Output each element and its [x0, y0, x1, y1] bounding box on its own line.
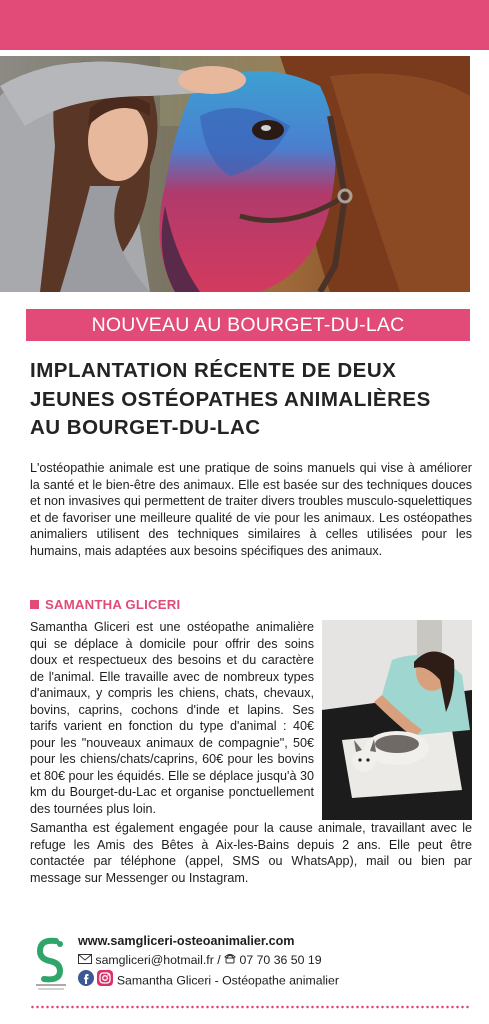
article-headline	[30, 357, 470, 443]
section-heading	[30, 597, 180, 612]
social-handle[interactable]: Samantha Gliceri - Ostéopathe animalier	[116, 973, 339, 988]
phone-icon	[224, 951, 236, 970]
dotted-divider	[30, 1005, 470, 1009]
instagram-icon[interactable]	[97, 970, 113, 992]
headline-line-3: AU BOURGET-DU-LAC	[30, 416, 261, 439]
headline-line-2: JEUNES OSTÉOPATHES ANIMALIÈRES	[30, 387, 431, 411]
contact-footer	[30, 932, 470, 992]
brand-logo	[30, 937, 72, 993]
facebook-icon[interactable]	[78, 970, 94, 992]
section-heading-label: SAMANTHA GLICERI	[45, 597, 181, 612]
bio-paragraph-1: Samantha Gliceri est une ostéopathe animalière qui se déplace à domicile pour offrir des soins doux et respectueux des besoins et du caractère de l'animal. Elle travaille avec de nombreux types d'animaux, y compris les chiens, chats, chevaux, bovins, caprins, cochons d'inde et lapins. Ses tarifs varient en fonction du type d'animal : 40€ pour les "nouveaux animaux de compagnie", 50€ pour les chiens/chats/caprins, 60€ pour les bovins et 80€ pour les équidés. Elle se déplace jusqu'à 30 km du Bourget-du-Lac et organise ponctuellement des tournées plus loin.	[30, 620, 314, 816]
headline-line-1: IMPLANTATION RÉCENTE DE DEUX	[30, 359, 397, 382]
phone-number[interactable]: 07 70 36 50 19	[239, 953, 322, 967]
bio-block	[30, 619, 472, 889]
top-color-band	[0, 0, 489, 50]
email-phone-line	[78, 951, 339, 970]
section-banner	[26, 309, 470, 341]
contact-details	[78, 932, 339, 992]
bio-photo	[322, 620, 472, 820]
social-line	[78, 970, 339, 992]
square-bullet-icon	[30, 600, 39, 609]
hero-illustration	[0, 56, 470, 292]
banner-label: NOUVEAU AU BOURGET-DU-LAC	[91, 314, 405, 336]
intro-paragraph: L'ostéopathie animale est une pratique de soins manuels qui vise à améliorer la santé et le bien-être des animaux. Elle est basée sur des techniques douces et non invasives qui permettent de traiter divers troubles musculo-squelettiques et de favoriser une meilleure qualité de vie pour les animaux. Les ostéopathes animaliers utilisent des techniques similaires à celles utilisées pour les humains, mais adaptées aux besoins spécifiques des animaux.	[30, 461, 472, 558]
contact-separator: /	[213, 953, 225, 967]
envelope-icon	[78, 951, 92, 970]
bio-paragraph-2: Samantha est également engagée pour la cause animale, travaillant avec le refuge les Amis des Bêtes à Aix-les-Bains depuis 2 ans. Elle peut être contactée par téléphone (appel, SMS ou WhatsApp), mail ou bien par message sur Messenger ou Instagram.	[30, 821, 472, 885]
email-link[interactable]: samgliceri@hotmail.fr	[95, 953, 214, 967]
website-link[interactable]: www.samgliceri-osteoanimalier.com	[78, 934, 295, 948]
brand-logo-mark	[30, 937, 72, 993]
hero-photo	[0, 56, 470, 292]
vet-with-cat-illustration	[322, 620, 472, 820]
